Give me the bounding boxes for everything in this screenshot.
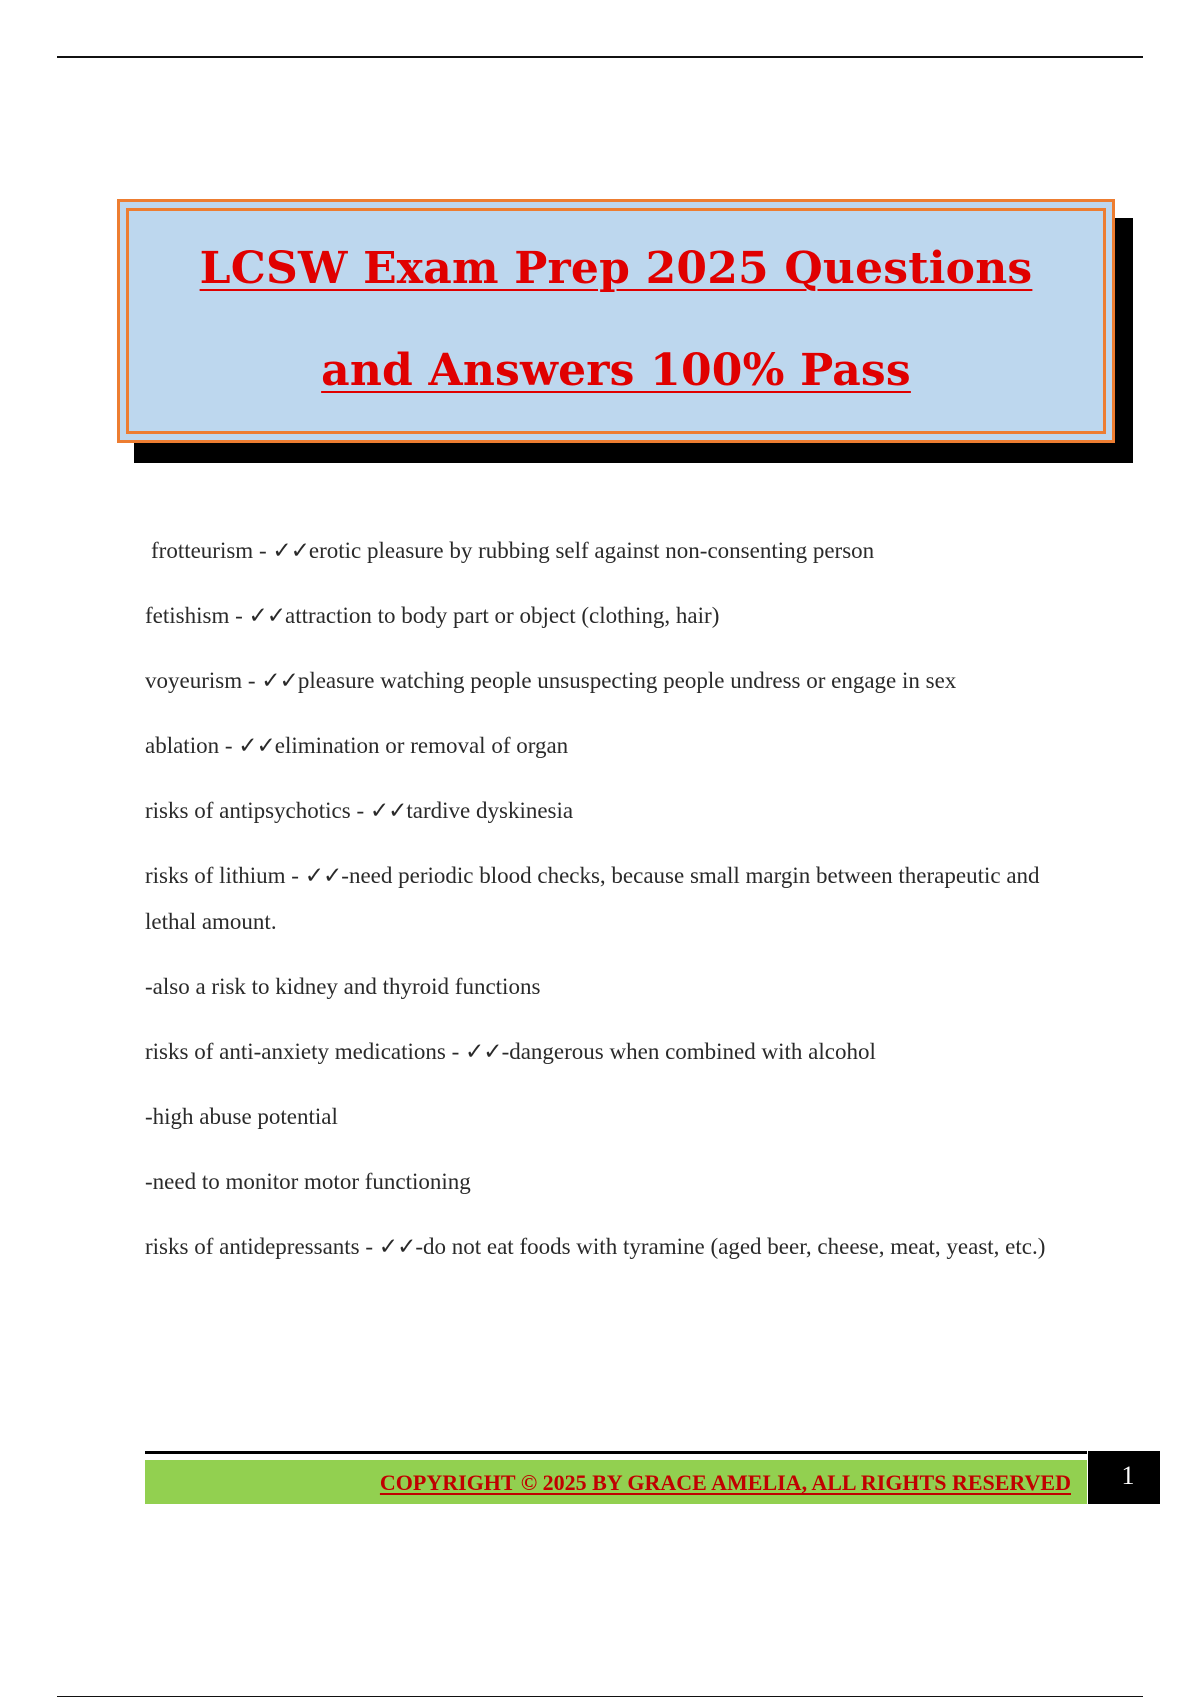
entry-answer: -do not eat foods with tyramine (aged beer, cheese, meat, yeast, etc.) xyxy=(415,1234,1046,1259)
qa-entry xyxy=(145,1224,1075,1270)
double-check-icon: ✓✓ xyxy=(369,798,407,823)
qa-continuation xyxy=(145,1159,1075,1205)
qa-entry xyxy=(145,528,1075,574)
qa-continuation xyxy=(145,1094,1075,1140)
qa-entry xyxy=(145,1029,1075,1075)
title-line-1: LCSW Exam Prep 2025 Questions xyxy=(199,243,1033,294)
qa-continuation xyxy=(145,964,1075,1010)
entry-term: ablation - xyxy=(145,733,239,758)
double-check-icon: ✓✓ xyxy=(465,1039,502,1064)
entry-answer: -need periodic blood checks, because small margin between therapeutic and lethal amount. xyxy=(145,863,1040,934)
qa-entry xyxy=(145,658,1075,704)
entry-term: fetishism - xyxy=(145,603,249,628)
bottom-rule xyxy=(57,1696,1143,1697)
entry-term: risks of antidepressants - xyxy=(145,1234,379,1259)
title-banner xyxy=(117,199,1115,443)
page-number: 1 xyxy=(1088,1451,1160,1504)
entry-answer: -dangerous when combined with alcohol xyxy=(501,1039,876,1064)
double-check-icon: ✓✓ xyxy=(304,863,342,888)
qa-entry xyxy=(145,593,1075,639)
double-check-icon: ✓✓ xyxy=(248,603,286,628)
entry-answer: elimination or removal of organ xyxy=(274,733,569,758)
entry-answer: pleasure watching people unsuspecting people undress or engage in sex xyxy=(297,668,957,693)
double-check-icon: ✓✓ xyxy=(238,733,275,758)
entry-answer: -need to monitor motor functioning xyxy=(145,1169,471,1194)
entry-term: risks of lithium - xyxy=(145,863,305,888)
entry-term: voyeurism - xyxy=(145,668,262,693)
qa-list xyxy=(145,528,1075,1289)
entry-term: risks of anti-anxiety medications - xyxy=(145,1039,466,1064)
entry-answer: attraction to body part or object (clothing, hair) xyxy=(285,603,720,628)
document-title xyxy=(140,218,1092,422)
qa-entry xyxy=(145,723,1075,769)
qa-entry xyxy=(145,853,1075,945)
footer-bar xyxy=(145,1460,1087,1504)
title-line-2: and Answers 100% Pass xyxy=(321,345,911,396)
entry-term: risks of antipsychotics - xyxy=(145,798,370,823)
entry-answer: tardive dyskinesia xyxy=(406,798,574,823)
entry-term: frotteurism - xyxy=(151,538,273,563)
copyright-notice: COPYRIGHT © 2025 BY GRACE AMELIA, ALL RIGHTS RESERVED xyxy=(379,1470,1071,1495)
entry-answer: -also a risk to kidney and thyroid functions xyxy=(145,974,541,999)
top-rule xyxy=(57,56,1143,58)
entry-answer: erotic pleasure by rubbing self against non-consenting person xyxy=(308,538,875,563)
double-check-icon: ✓✓ xyxy=(272,538,309,563)
double-check-icon: ✓✓ xyxy=(378,1234,416,1259)
double-check-icon: ✓✓ xyxy=(261,668,298,693)
qa-entry xyxy=(145,788,1075,834)
entry-answer: -high abuse potential xyxy=(145,1104,338,1129)
footer-rule xyxy=(145,1451,1087,1454)
